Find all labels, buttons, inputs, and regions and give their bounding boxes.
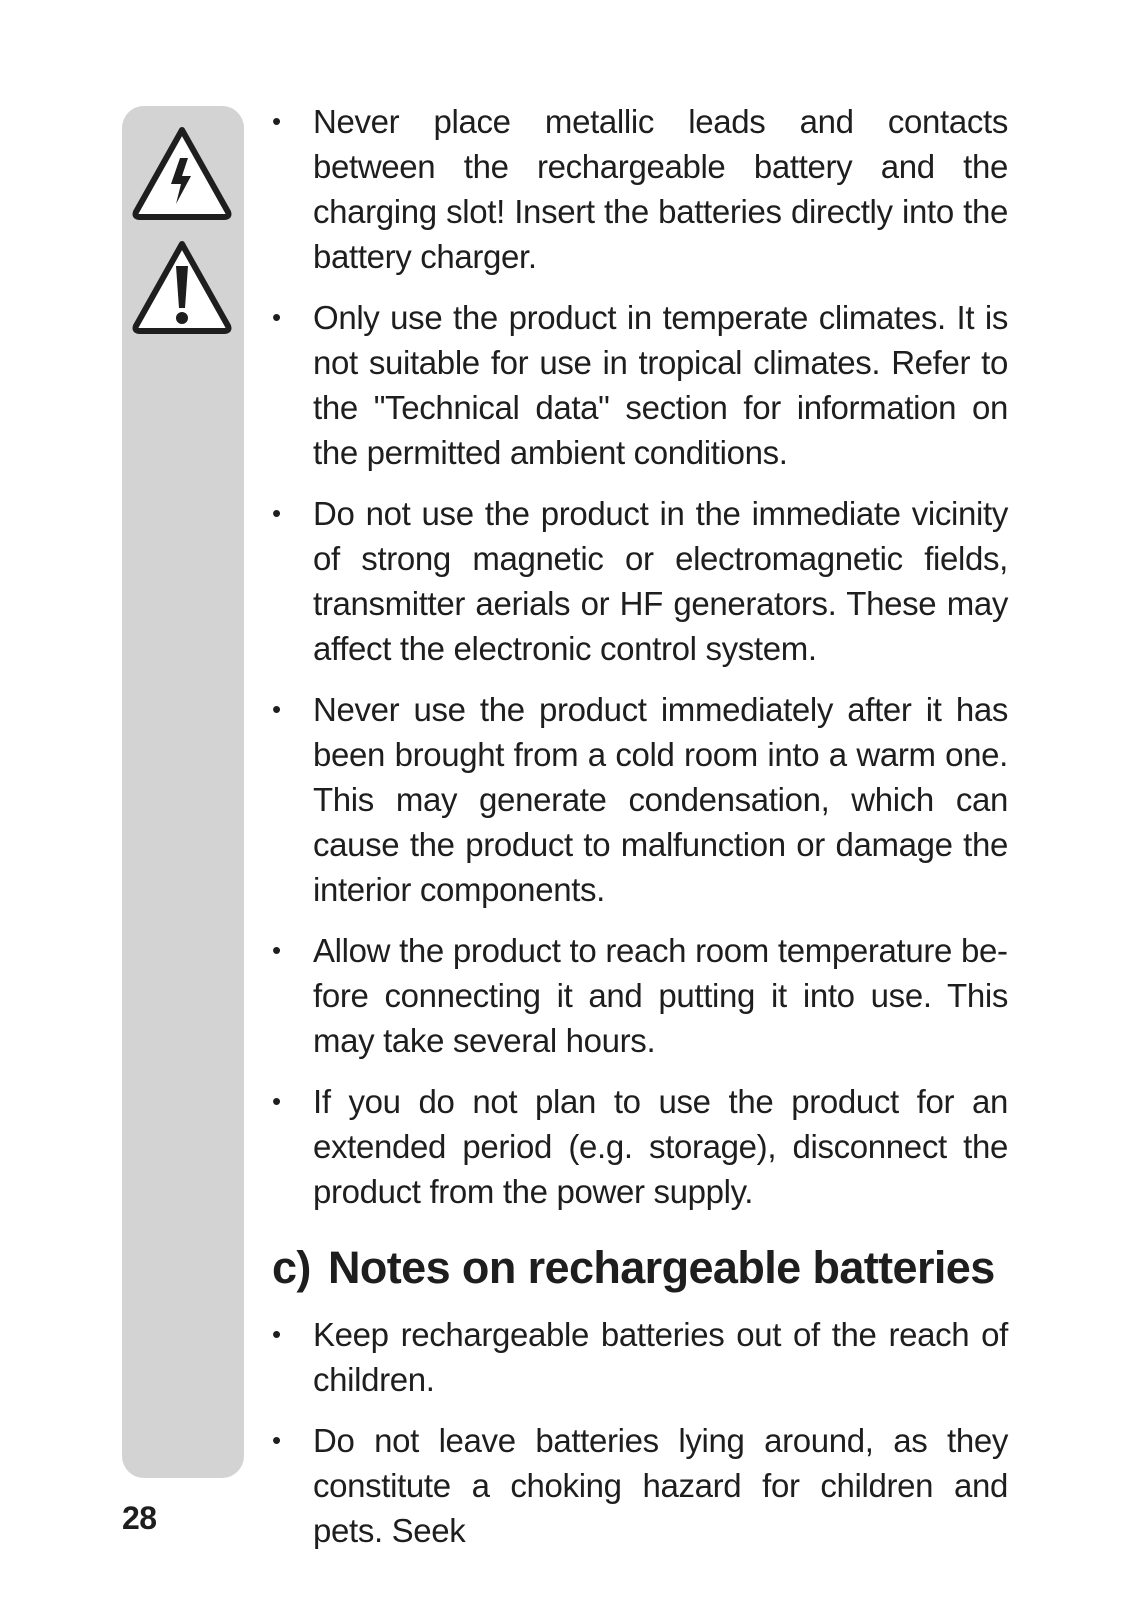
electric-shock-warning-icon bbox=[128, 122, 236, 222]
list-item bbox=[272, 1418, 1008, 1553]
section-heading bbox=[272, 1240, 1008, 1296]
bullet-marker: • bbox=[272, 935, 281, 965]
section-title: Notes on rechargeable batteries bbox=[328, 1242, 995, 1293]
exclamation-warning-icon bbox=[128, 236, 236, 336]
battery-bullet-list bbox=[272, 1312, 1008, 1553]
list-item bbox=[272, 1312, 1008, 1402]
list-item bbox=[272, 687, 1008, 912]
bullet-marker: • bbox=[272, 106, 281, 136]
bullet-marker: • bbox=[272, 1086, 281, 1116]
list-item bbox=[272, 928, 1008, 1063]
list-item bbox=[272, 99, 1008, 279]
list-item-text: Only use the product in temperate climates. It is not suitable for use in tropical climates. Refer to the "Technical data" section for information on the permitted ambient conditions. bbox=[313, 299, 1008, 471]
list-item-text: Do not use the product in the immediate vicinity of strong magnetic or electromagnetic fields, transmitter aerials or HF generators. These may affect the electronic control system. bbox=[313, 495, 1008, 667]
list-item bbox=[272, 491, 1008, 671]
list-item-text: Allow the product to reach room temperature before connecting it and putting it into use. This may take several hours. bbox=[313, 932, 1008, 1059]
list-item bbox=[272, 1079, 1008, 1214]
bullet-marker: • bbox=[272, 1319, 281, 1349]
bullet-marker: • bbox=[272, 498, 281, 528]
list-item-text: Keep rechargeable batteries out of the reach of children. bbox=[313, 1316, 1008, 1398]
list-item-text: Do not leave batteries lying around, as they constitute a choking hazard for children and pets. Seek bbox=[313, 1422, 1008, 1549]
bullet-marker: • bbox=[272, 694, 281, 724]
bullet-marker: • bbox=[272, 302, 281, 332]
section-letter: c) bbox=[272, 1242, 311, 1293]
bullet-marker: • bbox=[272, 1425, 281, 1455]
list-item-text: Never use the product immediately after it has been brought from a cold room into a warm one. This may generate condensation, which can cause the product to malfunction or damage the interior components. bbox=[313, 691, 1008, 908]
page-number: 28 bbox=[122, 1500, 157, 1536]
list-item-text: Never place metallic leads and contacts between the rechargeable battery and the charging slot! Insert the batteries directly into the battery charger. bbox=[313, 103, 1008, 275]
list-item bbox=[272, 295, 1008, 475]
list-item-text: If you do not plan to use the product for an extended period (e.g. storage), disconnect the product from the power supply. bbox=[313, 1083, 1008, 1210]
page-content bbox=[272, 99, 1008, 1569]
safety-bullet-list bbox=[272, 99, 1008, 1214]
